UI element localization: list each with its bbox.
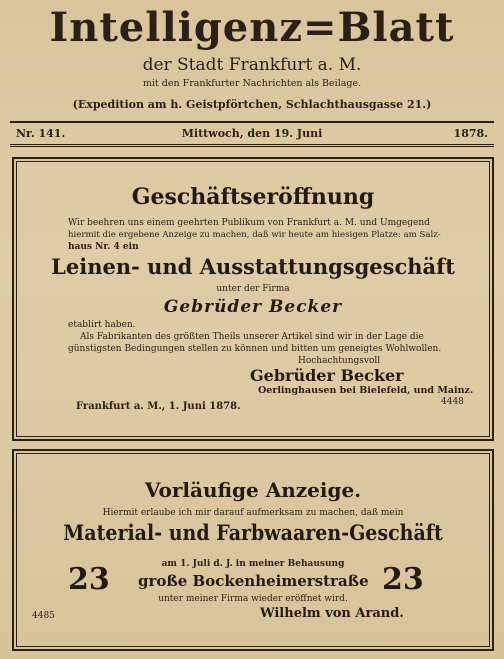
ad1-business-name: Leinen- und Ausstattungsgeschäft <box>51 254 455 279</box>
issue-number: Nr. 141. <box>16 127 66 140</box>
ad1-locations: Oerlinghausen bei Bielefeld, und Mainz. <box>258 385 474 396</box>
newspaper-subtitle: der Stadt Frankfurt a. M. <box>142 55 362 75</box>
advertisement-preliminary-notice <box>12 449 494 651</box>
issue-line <box>12 126 492 142</box>
ad2-text-line-1: Hiermit erlaube ich mir darauf aufmerksam zu machen, daß mein <box>102 508 404 518</box>
supplement-note: mit den Frankfurter Nachrichten als Beilage. <box>142 78 362 89</box>
ad1-text-line-4: Als Fabrikanten des größten Theils unserer Artikel sind wir in der Lage die <box>80 332 424 342</box>
ad1-signature: Gebrüder Becker <box>250 366 404 385</box>
masthead-rule-top <box>10 121 494 123</box>
ad2-text-line-2: am 1. Juli d. J. in meiner Behausung <box>161 559 345 569</box>
ad1-text-line-5: günstigsten Bedingungen stellen zu können und bitten um geneigtes Wohlwollen. <box>68 344 442 354</box>
ad2-signature: Wilhelm von Arand. <box>260 606 404 621</box>
ad1-under-firm: unter der Firma <box>216 284 290 294</box>
expedition-address: (Expedition am h. Geistpförtchen, Schlachthausgasse 21.) <box>72 98 432 111</box>
masthead-rule-bottom <box>10 144 494 145</box>
ad1-greeting: Hochachtungsvoll <box>298 356 381 366</box>
ad1-text-line-3: haus Nr. 4 ein <box>68 242 139 252</box>
ad2-business-name: Material- und Farbwaaren-Geschäft <box>63 520 443 546</box>
ad2-reference-number: 4485 <box>32 611 55 621</box>
advertisement-business-opening <box>12 157 494 441</box>
ad1-place-date: Frankfurt a. M., 1. Juni 1878. <box>76 401 241 412</box>
ad2-street: große Bockenheimerstraße <box>138 572 369 590</box>
issue-date: Mittwoch, den 19. Juni <box>181 127 323 140</box>
ad1-heading: Geschäftseröffnung <box>131 184 375 210</box>
ad2-heading: Vorläufige Anzeige. <box>144 478 362 502</box>
ad2-house-number-left: 23 <box>68 562 110 597</box>
ad1-text-line-1: Wir beehren uns einem geehrten Publikum von Frankfurt a. M. und Umgegend <box>68 218 430 228</box>
ad1-established: etablirt haben. <box>68 320 136 330</box>
ad1-reference-number: 4448 <box>441 397 464 407</box>
ad2-house-number-right: 23 <box>382 562 424 597</box>
issue-year: 1878. <box>453 127 488 140</box>
ad1-text-line-2: hiermit die ergebene Anzeige zu machen, daß wir heute am hiesigen Platze: am Salz- <box>68 230 441 240</box>
newspaper-title: Intelligenz=Blatt <box>49 4 455 51</box>
ad1-firm-name: Gebrüder Becker <box>163 297 343 317</box>
ad2-text-line-3: unter meiner Firma wieder eröffnet wird. <box>158 594 348 604</box>
masthead-rule-bottom-2 <box>10 146 494 147</box>
